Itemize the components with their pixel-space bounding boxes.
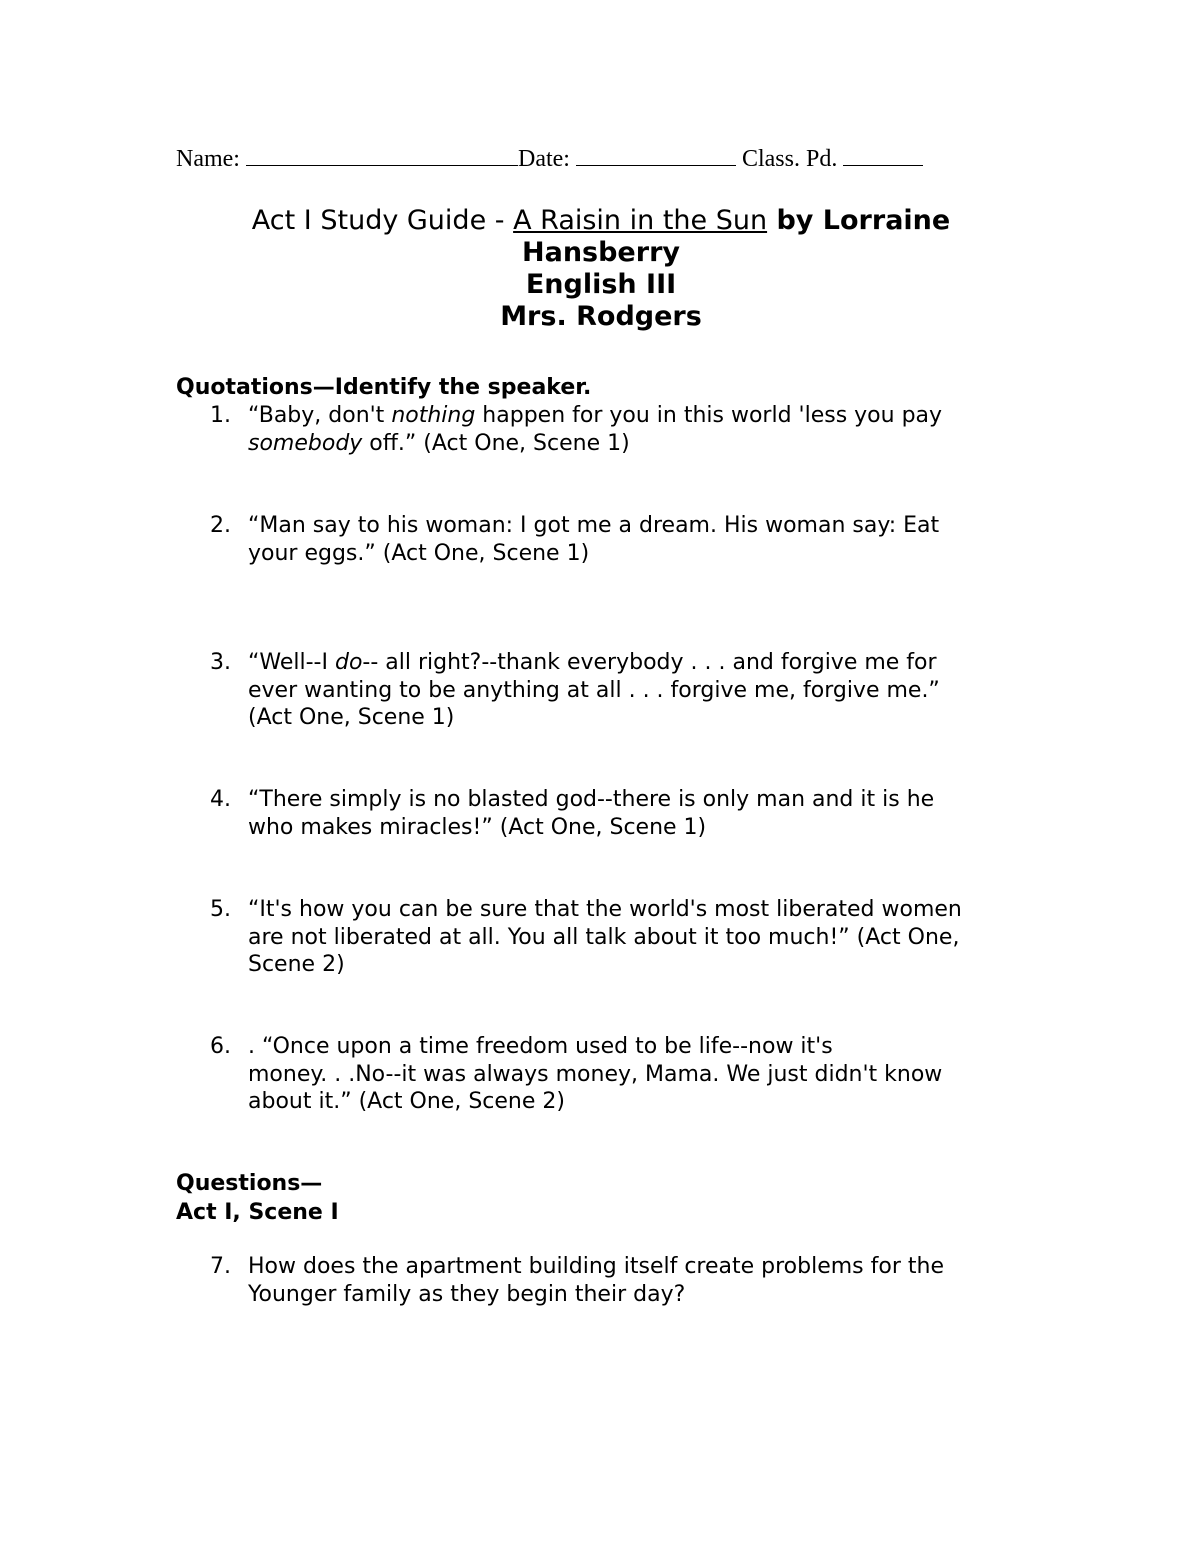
date-label: Date: [517, 146, 570, 172]
item-number: 4. [210, 787, 231, 812]
quote-line: Scene 2) [248, 952, 345, 977]
title-line [176, 205, 1026, 237]
quote-line: “There simply is no blasted god--there is only man and it is he [248, 787, 935, 812]
item-number: 7. [210, 1254, 231, 1279]
quote-line: somebody off.” (Act One, Scene 1) [248, 430, 630, 456]
class-period-label: Class. Pd. [741, 146, 838, 172]
quote-line: who makes miracles!” (Act One, Scene 1) [248, 814, 707, 840]
name-label: Name: [176, 146, 240, 172]
date-blank[interactable] [576, 143, 736, 166]
item-number: 6. [210, 1034, 231, 1059]
author-part-2: Hansberry [522, 237, 680, 268]
quote-line: about it.” (Act One, Scene 2) [248, 1089, 565, 1114]
quote-line: “Well--I do-- all right?--thank everybody . . . and forgive me for [248, 650, 937, 675]
questions-heading: Questions— [176, 1171, 323, 1196]
title-block [176, 205, 1026, 333]
question-line: How does the apartment building itself create problems for the [248, 1254, 944, 1279]
quote-line: “Man say to his woman: I got me a dream. His woman say: Eat [248, 513, 940, 538]
quote-line: ever wanting to be anything at all . . . forgive me, forgive me.” [248, 677, 940, 703]
item-number: 1. [210, 403, 231, 428]
item-number: 3. [210, 650, 231, 675]
author-part-1: by Lorraine [767, 205, 951, 236]
quote-line: money. . .No--it was always money, Mama. We just didn't know [248, 1061, 943, 1087]
item-number: 5. [210, 897, 231, 922]
quotations-heading: Quotations—Identify the speaker. [176, 375, 592, 400]
quote-line: “Baby, don't nothing happen for you in this world 'less you pay [248, 403, 943, 428]
quote-line: are not liberated at all. You all talk about it too much!” (Act One, [248, 924, 960, 950]
book-title: A Raisin in the Sun [513, 205, 768, 236]
class-period-blank[interactable] [843, 143, 923, 166]
quote-line: . “Once upon a time freedom used to be life--now it's [248, 1034, 833, 1059]
questions-subheading: Act I, Scene I [176, 1200, 339, 1225]
title-prefix: Act I Study Guide - [251, 205, 514, 236]
header-fields [176, 143, 996, 173]
course-name: English III [525, 269, 677, 300]
question-line: Younger family as they begin their day? [248, 1281, 686, 1307]
quote-line: your eggs.” (Act One, Scene 1) [248, 540, 590, 566]
item-number: 2. [210, 513, 231, 538]
quote-line: (Act One, Scene 1) [248, 705, 455, 730]
teacher-name: Mrs. Rodgers [500, 301, 702, 332]
quote-line: “It's how you can be sure that the world's most liberated women [248, 897, 962, 922]
name-blank[interactable] [246, 143, 518, 166]
